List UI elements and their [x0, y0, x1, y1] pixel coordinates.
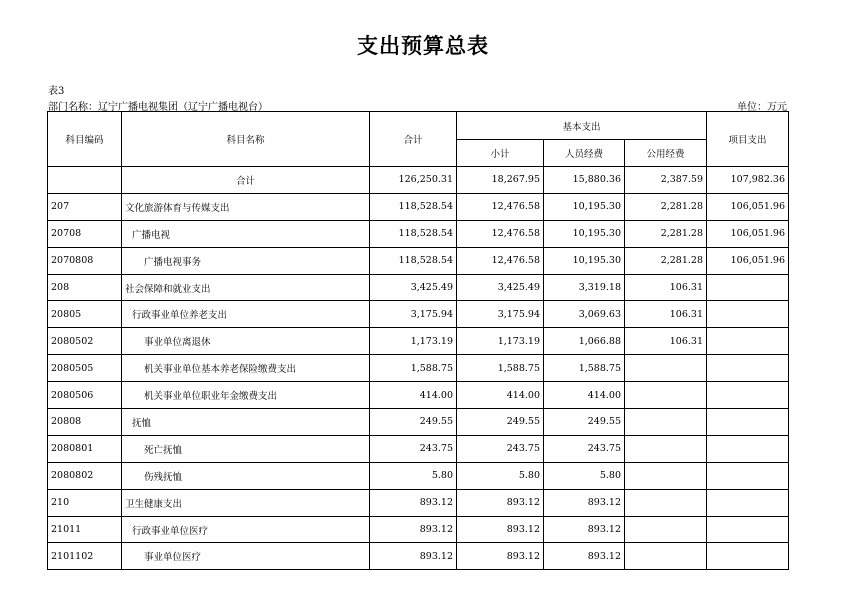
table-row	[48, 247, 789, 274]
cell-total: 3,175.94	[370, 301, 457, 328]
cell-project	[707, 489, 789, 516]
cell-code: 2080502	[48, 328, 122, 355]
cell-subtotal: 893.12	[457, 489, 544, 516]
cell-code: 20808	[48, 409, 122, 436]
cell-subtotal: 414.00	[457, 382, 544, 409]
cell-personnel: 10,195.30	[544, 220, 625, 247]
department-name: 部门名称：辽宁广播电视集团（辽宁广播电视台）	[48, 102, 268, 113]
cell-name: 广播电视	[122, 220, 370, 247]
cell-total: 414.00	[370, 382, 457, 409]
cell-name: 事业单位离退休	[122, 328, 370, 355]
cell-subtotal: 12,476.58	[457, 193, 544, 220]
cell-public: 106.31	[625, 274, 707, 301]
header-total: 合计	[370, 112, 457, 167]
cell-personnel: 10,195.30	[544, 247, 625, 274]
table-row	[48, 328, 789, 355]
cell-public	[625, 409, 707, 436]
cell-personnel: 243.75	[544, 435, 625, 462]
cell-total: 126,250.31	[370, 167, 457, 194]
cell-total: 5.80	[370, 462, 457, 489]
table-row	[48, 489, 789, 516]
table-row	[48, 409, 789, 436]
cell-total: 1,588.75	[370, 355, 457, 382]
budget-table	[47, 111, 789, 570]
cell-project	[707, 516, 789, 543]
cell-subtotal: 1,588.75	[457, 355, 544, 382]
cell-project	[707, 543, 789, 570]
cell-personnel: 893.12	[544, 516, 625, 543]
cell-project: 106,051.96	[707, 220, 789, 247]
cell-name: 伤残抚恤	[122, 462, 370, 489]
cell-subtotal: 5.80	[457, 462, 544, 489]
cell-public	[625, 543, 707, 570]
cell-code: 2080506	[48, 382, 122, 409]
cell-code: 208	[48, 274, 122, 301]
table-row	[48, 382, 789, 409]
cell-total: 243.75	[370, 435, 457, 462]
cell-code: 20805	[48, 301, 122, 328]
cell-name: 机关事业单位基本养老保险缴费支出	[122, 355, 370, 382]
cell-code: 2080801	[48, 435, 122, 462]
cell-personnel: 3,069.63	[544, 301, 625, 328]
cell-subtotal: 18,267.95	[457, 167, 544, 194]
cell-public: 106.31	[625, 301, 707, 328]
cell-project	[707, 355, 789, 382]
table-row	[48, 462, 789, 489]
table-number: 表3	[48, 86, 65, 97]
cell-name: 文化旅游体育与传媒支出	[122, 193, 370, 220]
cell-project	[707, 328, 789, 355]
header-subtotal: 小计	[457, 140, 544, 167]
cell-total: 893.12	[370, 516, 457, 543]
cell-code: 210	[48, 489, 122, 516]
cell-personnel: 1,066.88	[544, 328, 625, 355]
cell-personnel: 10,195.30	[544, 193, 625, 220]
table-row	[48, 301, 789, 328]
cell-name: 事业单位医疗	[122, 543, 370, 570]
cell-personnel: 414.00	[544, 382, 625, 409]
cell-public: 2,387.59	[625, 167, 707, 194]
cell-public	[625, 382, 707, 409]
cell-public	[625, 435, 707, 462]
cell-name: 社会保障和就业支出	[122, 274, 370, 301]
unit-label: 单位：万元	[737, 102, 787, 113]
cell-total: 249.55	[370, 409, 457, 436]
cell-project	[707, 409, 789, 436]
cell-personnel: 3,319.18	[544, 274, 625, 301]
cell-code: 2070808	[48, 247, 122, 274]
cell-subtotal: 893.12	[457, 543, 544, 570]
cell-subtotal: 3,175.94	[457, 301, 544, 328]
cell-project: 106,051.96	[707, 193, 789, 220]
table-row	[48, 435, 789, 462]
cell-code: 2080802	[48, 462, 122, 489]
page-title: 支出预算总表	[357, 34, 489, 58]
cell-name: 行政事业单位养老支出	[122, 301, 370, 328]
cell-code: 20708	[48, 220, 122, 247]
cell-project	[707, 274, 789, 301]
table-row	[48, 355, 789, 382]
cell-name: 卫生健康支出	[122, 489, 370, 516]
cell-public	[625, 516, 707, 543]
table-row	[48, 274, 789, 301]
cell-personnel: 5.80	[544, 462, 625, 489]
cell-project	[707, 435, 789, 462]
cell-personnel: 893.12	[544, 543, 625, 570]
header-name: 科目名称	[122, 112, 370, 167]
cell-personnel: 249.55	[544, 409, 625, 436]
cell-project	[707, 382, 789, 409]
cell-code: 207	[48, 193, 122, 220]
table-row	[48, 543, 789, 570]
cell-total: 893.12	[370, 489, 457, 516]
cell-code: 2101102	[48, 543, 122, 570]
cell-name: 机关事业单位职业年金缴费支出	[122, 382, 370, 409]
cell-subtotal: 243.75	[457, 435, 544, 462]
cell-public: 2,281.28	[625, 193, 707, 220]
cell-public	[625, 355, 707, 382]
cell-total: 3,425.49	[370, 274, 457, 301]
cell-project: 106,051.96	[707, 247, 789, 274]
table-row	[48, 220, 789, 247]
cell-total: 118,528.54	[370, 220, 457, 247]
cell-public	[625, 462, 707, 489]
cell-project	[707, 301, 789, 328]
cell-total: 118,528.54	[370, 247, 457, 274]
cell-total: 1,173.19	[370, 328, 457, 355]
header-project: 项目支出	[707, 112, 789, 167]
cell-subtotal: 3,425.49	[457, 274, 544, 301]
cell-name: 合计	[122, 167, 370, 194]
cell-name: 行政事业单位医疗	[122, 516, 370, 543]
cell-name: 抚恤	[122, 409, 370, 436]
cell-personnel: 15,880.36	[544, 167, 625, 194]
header-code: 科目编码	[48, 112, 122, 167]
table-row	[48, 167, 789, 194]
cell-public: 2,281.28	[625, 220, 707, 247]
table-row	[48, 516, 789, 543]
cell-code	[48, 167, 122, 194]
cell-public: 2,281.28	[625, 247, 707, 274]
cell-personnel: 1,588.75	[544, 355, 625, 382]
cell-subtotal: 12,476.58	[457, 247, 544, 274]
header-basic: 基本支出	[457, 112, 707, 140]
cell-total: 118,528.54	[370, 193, 457, 220]
cell-project: 107,982.36	[707, 167, 789, 194]
cell-personnel: 893.12	[544, 489, 625, 516]
cell-subtotal: 249.55	[457, 409, 544, 436]
cell-public	[625, 489, 707, 516]
cell-total: 893.12	[370, 543, 457, 570]
header-public: 公用经费	[625, 140, 707, 167]
cell-public: 106.31	[625, 328, 707, 355]
cell-name: 广播电视事务	[122, 247, 370, 274]
cell-subtotal: 12,476.58	[457, 220, 544, 247]
table-body	[48, 167, 789, 570]
table-row	[48, 193, 789, 220]
cell-project	[707, 462, 789, 489]
cell-subtotal: 1,173.19	[457, 328, 544, 355]
cell-code: 2080505	[48, 355, 122, 382]
cell-code: 21011	[48, 516, 122, 543]
cell-subtotal: 893.12	[457, 516, 544, 543]
cell-name: 死亡抚恤	[122, 435, 370, 462]
header-personnel: 人员经费	[544, 140, 625, 167]
